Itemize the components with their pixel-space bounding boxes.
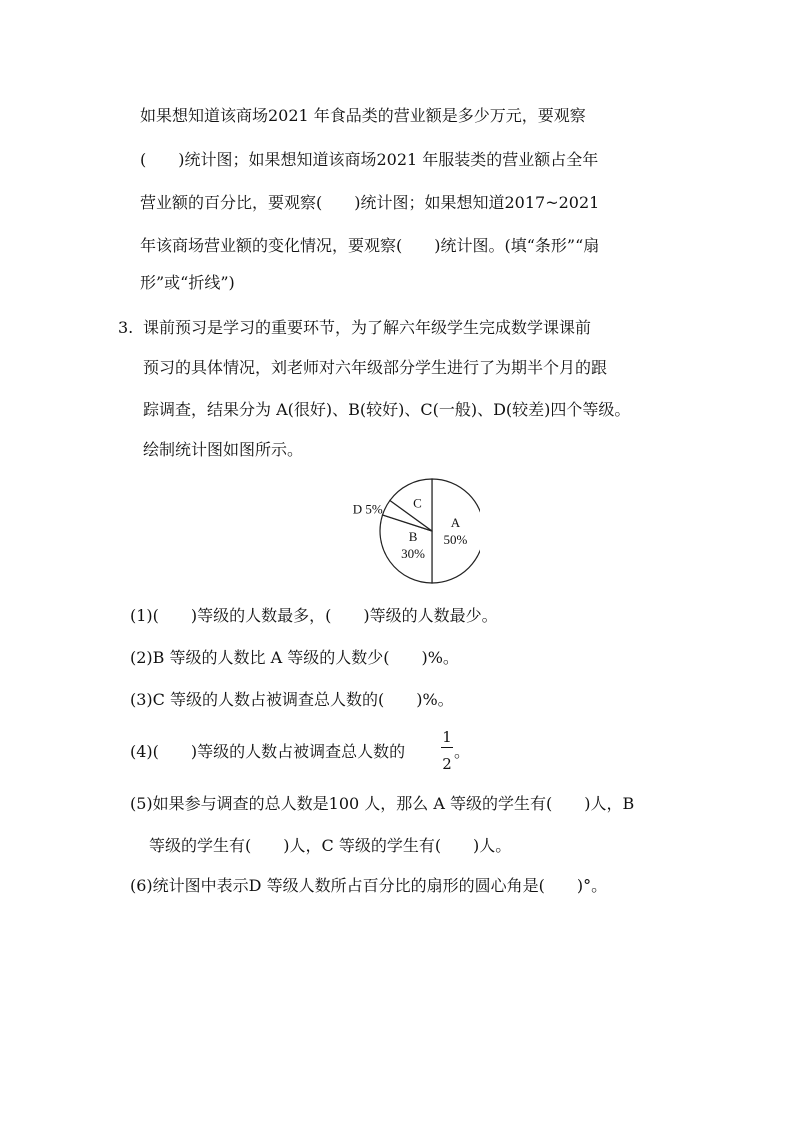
question-line: 课前预习是学习的重要环节，为了解六年级学生完成数学课课前: [143, 318, 592, 337]
intro-line: 年该商场营业额的变化情况，要观察( )统计图。(填“条形”“扇: [140, 236, 600, 255]
pie-value-b: 30%: [401, 545, 426, 561]
fraction-numerator: 1: [442, 728, 452, 746]
fraction-bar: [441, 747, 453, 748]
question-number: 3.: [118, 318, 134, 337]
intro-line: 营业额的百分比，要观察( )统计图；如果想知道2017~2021: [140, 193, 600, 212]
subquestion-6: (6)统计图中表示D 等级人数所占百分比的扇形的圆心角是( )°。: [130, 876, 608, 895]
question-line: 绘制统计图如图所示。: [143, 440, 304, 459]
pie-label-b: B: [408, 528, 418, 544]
intro-line: 形”或“折线”): [140, 273, 235, 292]
subquestion-1: (1)( )等级的人数最多，( )等级的人数最少。: [130, 606, 498, 625]
question-line: 踪调查，结果分为 A(很好)、B(较好)、C(一般)、D(较差)四个等级。: [143, 400, 631, 419]
question-line: 预习的具体情况，刘老师对六年级部分学生进行了为期半个月的跟: [143, 358, 608, 377]
pie-label-d: D 5%: [352, 501, 383, 517]
intro-line: 如果想知道该商场2021 年食品类的营业额是多少万元，要观察: [140, 106, 586, 125]
subquestion-4-end: 。: [454, 742, 471, 761]
subquestion-3: (3)C 等级的人数占被调查总人数的( )%。: [130, 690, 454, 709]
pie-label-a: A: [450, 515, 461, 530]
pie-slice-a: [432, 479, 480, 583]
pie-label-c: C: [413, 495, 422, 511]
intro-line: ( )统计图；如果想知道该商场2021 年服装类的营业额占全年: [140, 150, 599, 169]
pie-chart: [320, 470, 480, 595]
fraction-denominator: 2: [442, 755, 452, 773]
subquestion-5-line2: 等级的学生有( )人，C 等级的学生有( )人。: [149, 836, 512, 855]
subquestion-4-text: (4)( )等级的人数占被调查总人数的: [130, 742, 406, 761]
pie-value-a: 50%: [443, 532, 468, 547]
pie-slices: [380, 479, 480, 583]
subquestion-2: (2)B 等级的人数比 A 等级的人数少( )%。: [130, 648, 459, 667]
subquestion-5-line1: (5)如果参与调查的总人数是100 人，那么 A 等级的学生有( )人，B: [130, 794, 635, 813]
